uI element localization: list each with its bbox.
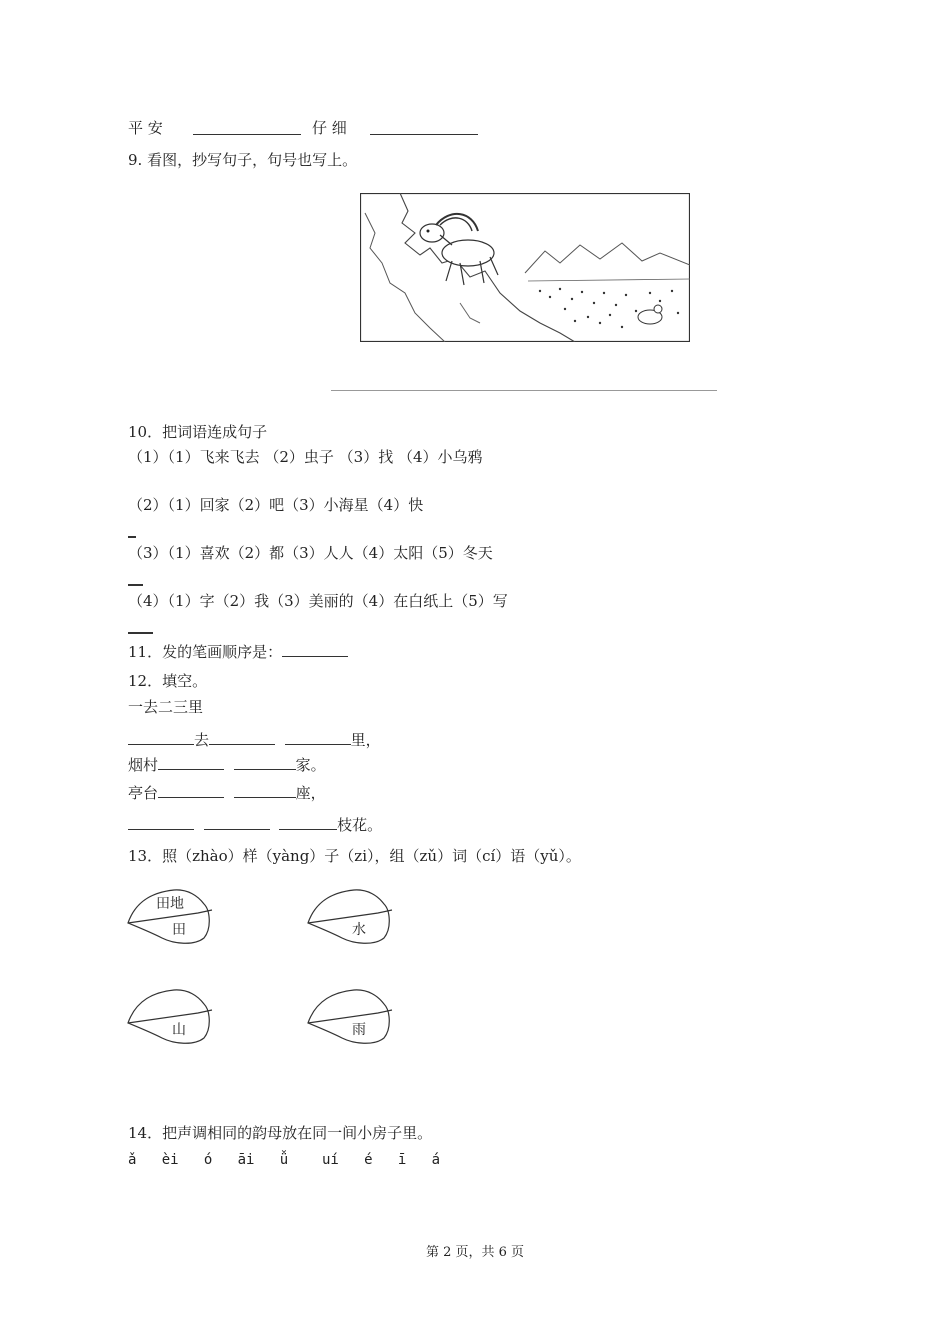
final-item[interactable]: é (364, 1152, 373, 1168)
q13-leaves (126, 880, 426, 1050)
q13-title: 13．照（zhào）样（yàng）子（zi），组（zǔ）词（cí）语（yǔ）。 (128, 847, 581, 865)
q12-blank[interactable] (234, 783, 296, 798)
final-item[interactable]: ó (203, 1152, 213, 1168)
q10-row-1: （1）（1）飞来飞去 （2）虫子 （3）找 （4）小乌鸦 (128, 448, 483, 466)
leaf-shan-bottom: 山 (172, 1022, 186, 1038)
q9-answer-line[interactable] (331, 390, 717, 391)
page-footer: 第 2 页，共 6 页 (425, 1245, 525, 1260)
q12-blank[interactable] (128, 815, 194, 830)
q12-title: 12．填空。 (128, 672, 208, 690)
word-pingan: 平 安 (128, 119, 163, 137)
q11-answer-blank[interactable] (282, 642, 348, 657)
q14-finals (128, 1150, 440, 1170)
leaf-tian[interactable] (128, 890, 212, 943)
leaf-yu[interactable] (308, 990, 392, 1043)
leaf-shui-bottom: 水 (352, 922, 366, 938)
q12-line-2: 烟村 家。 (128, 756, 326, 774)
leaf-tian-top: 田地 (156, 896, 184, 912)
leaf-shan[interactable] (128, 990, 212, 1043)
final-item[interactable]: èi (161, 1152, 179, 1168)
word-zixi: 仔 细 (312, 119, 347, 137)
q9-title: 9. 看图，抄写句子，句号也写上。 (128, 151, 358, 169)
leaf-shui[interactable] (308, 890, 392, 943)
answer-blank-pingan[interactable] (193, 134, 301, 135)
q11-title: 11．发的笔画顺序是： (128, 642, 348, 662)
final-item[interactable]: á (431, 1152, 440, 1168)
q12-line-3: 亭台 座， (128, 784, 326, 802)
q10-answer-mark-2[interactable] (128, 536, 136, 538)
final-item[interactable]: ǎ (128, 1152, 137, 1168)
q14-title: 14．把声调相同的韵母放在同一间小房子里。 (128, 1124, 433, 1142)
final-item[interactable]: ī (397, 1152, 407, 1168)
q10-answer-mark-4[interactable] (128, 632, 153, 634)
q12-blank[interactable] (128, 730, 194, 745)
q10-row-3: （3）（1）喜欢（2）都（3）人人（4）太阳（5）冬天 (128, 544, 493, 562)
q12-blank[interactable] (234, 755, 296, 770)
q12-blank[interactable] (158, 755, 224, 770)
q10-row-2: （2）（1）回家（2）吧（3）小海星（4）快 (128, 496, 424, 514)
q10-title: 10．把词语连成句子 (128, 423, 268, 441)
q12-poem-title: 一去二三里 (128, 698, 204, 716)
q12-blank[interactable] (209, 730, 275, 745)
q12-blank[interactable] (158, 783, 224, 798)
leaf-tian-bottom: 田 (172, 922, 186, 938)
q12-blank[interactable] (285, 730, 351, 745)
final-item[interactable]: āi (237, 1152, 255, 1168)
q12-line-4: 枝花。 (128, 815, 382, 835)
q12-line-1: 去 里， (128, 730, 381, 750)
final-item[interactable]: uí (321, 1152, 339, 1168)
q10-row-4: （4）（1）字（2）我（3）美丽的（4）在白纸上（5）写 (128, 592, 508, 610)
q12-blank[interactable] (204, 815, 270, 830)
q12-blank[interactable] (279, 815, 337, 830)
leaf-yu-bottom: 雨 (352, 1022, 366, 1038)
final-item[interactable]: ǚ (279, 1152, 289, 1168)
q10-answer-mark-3[interactable] (128, 584, 143, 586)
goat-picture (360, 193, 690, 342)
answer-blank-zixi[interactable] (370, 134, 478, 135)
goat-mountain-illustration (360, 193, 690, 342)
